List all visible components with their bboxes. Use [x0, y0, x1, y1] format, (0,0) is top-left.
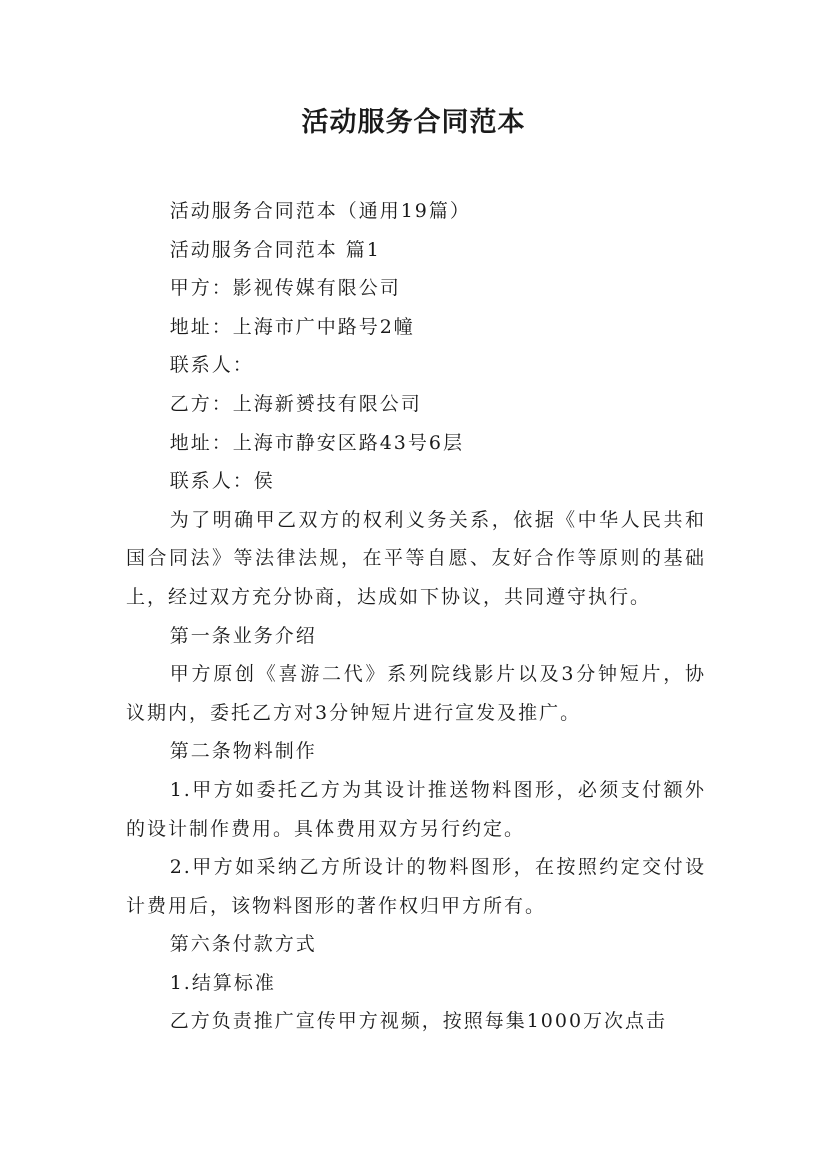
paragraph-article-1-body: 甲方原创《喜游二代》系列院线影片以及3分钟短片，协议期内，委托乙方对3分钟短片进行宣发及推广。	[126, 663, 706, 724]
paragraph-subtitle: 活动服务合同范本（通用19篇）	[169, 200, 471, 222]
paragraph-preamble: 为了明确甲乙双方的权利义务关系，依据《中华人民共和国合同法》等法律法规，在平等自愿、友好合作等原则的基础上，经过双方充分协商，达成如下协议，共同遵守执行。	[126, 508, 706, 608]
paragraph-article-2-item-2: 2.甲方如采纳乙方所设计的物料图形，在按照约定交付设计费用后，该物料图形的著作权归甲方所有。	[126, 856, 706, 917]
paragraph-article-6-heading: 第六条付款方式	[169, 933, 317, 956]
paragraph-article-6-body: 乙方负责推广宣传甲方视频，按照每集1000万次点击	[169, 1010, 668, 1033]
document-body	[126, 192, 706, 1041]
paragraph-party-b-contact: 联系人：侯	[169, 470, 275, 493]
paragraph-article-6-item-1: 1.结算标准	[169, 971, 276, 994]
paragraph-party-a-address: 地址：上海市广中路号2幢	[169, 315, 415, 338]
paragraph-article-1-heading: 第一条业务介绍	[169, 624, 317, 647]
paragraph-party-a: 甲方：影视传媒有限公司	[169, 277, 401, 300]
paragraph-article-2-item-1: 1.甲方如委托乙方为其设计推送物料图形，必须支付额外的设计制作费用。具体费用双方另行约定。	[126, 778, 706, 840]
paragraph-section-heading: 活动服务合同范本 篇1	[169, 238, 381, 261]
paragraph-party-b: 乙方：上海新赟技有限公司	[169, 392, 422, 415]
paragraph-party-a-contact: 联系人：	[169, 354, 254, 377]
paragraph-article-2-heading: 第二条物料制作	[169, 740, 317, 763]
document-title: 活动服务合同范本	[301, 107, 526, 138]
paragraph-party-b-address: 地址：上海市静安区路43号6层	[169, 431, 464, 454]
